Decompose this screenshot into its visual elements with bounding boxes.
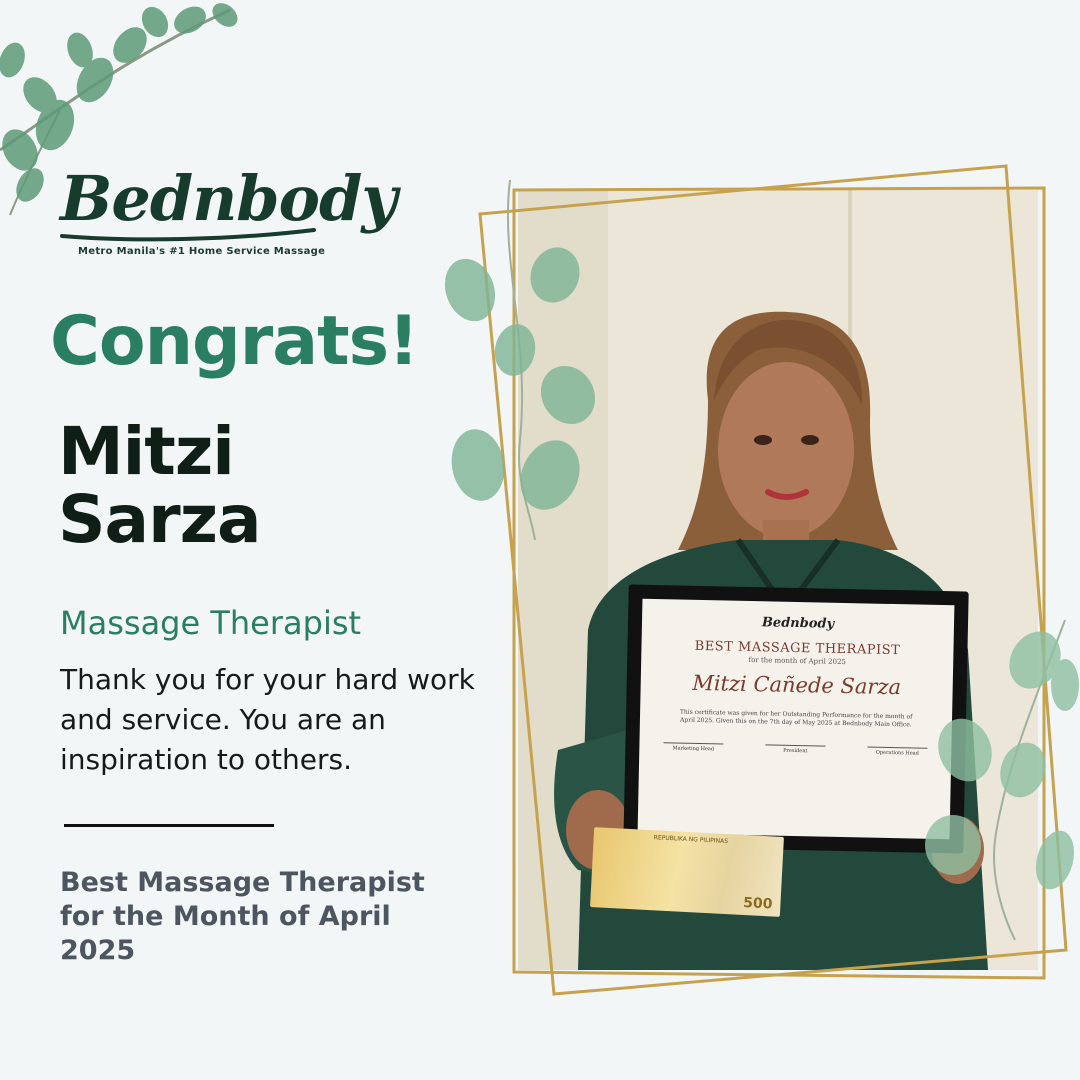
- signature-president: President: [765, 744, 825, 754]
- eucalyptus-leaves-frame-left: [440, 180, 630, 540]
- logo-tagline: Metro Manila's #1 Home Service Massage: [78, 246, 326, 257]
- person-name: [58, 413, 261, 558]
- headline: Congrats!: [50, 302, 419, 381]
- banknote-header: REPUBLIKA NG PILIPINAS: [653, 834, 729, 846]
- first-name: Mitzi: [58, 413, 234, 490]
- thank-you-message: Thank you for your hard work and service. You are an inspiration to others.: [60, 663, 475, 776]
- signature-operations: Operations Head: [867, 747, 927, 757]
- certificate-title: BEST MASSAGE THERAPIST: [694, 638, 901, 659]
- bednbody-logo: [52, 162, 397, 257]
- logo-wordmark: Bednbody: [60, 162, 397, 235]
- certificate-subtitle: for the month of April 2025: [748, 655, 846, 667]
- certificate-body: This certificate was given for her Outstanding Performance for the month of April 2025. Given this on the 7th day of May 2025 at Bednbody Main Office.: [679, 708, 913, 729]
- last-name: Sarza: [58, 481, 261, 558]
- eucalyptus-leaves-bottom-right: [915, 620, 1080, 940]
- person-role: Massage Therapist: [60, 604, 362, 642]
- certificate-recipient: Mitzi Cañede Sarza: [692, 670, 902, 700]
- signature-marketing: Marketing Head: [663, 742, 723, 752]
- divider: [64, 824, 274, 827]
- certificate-logo: Bednbody: [761, 615, 835, 632]
- banknote-denomination: 500: [742, 894, 773, 913]
- award-text: Best Massage Therapist for the Month of April 2025: [60, 867, 425, 966]
